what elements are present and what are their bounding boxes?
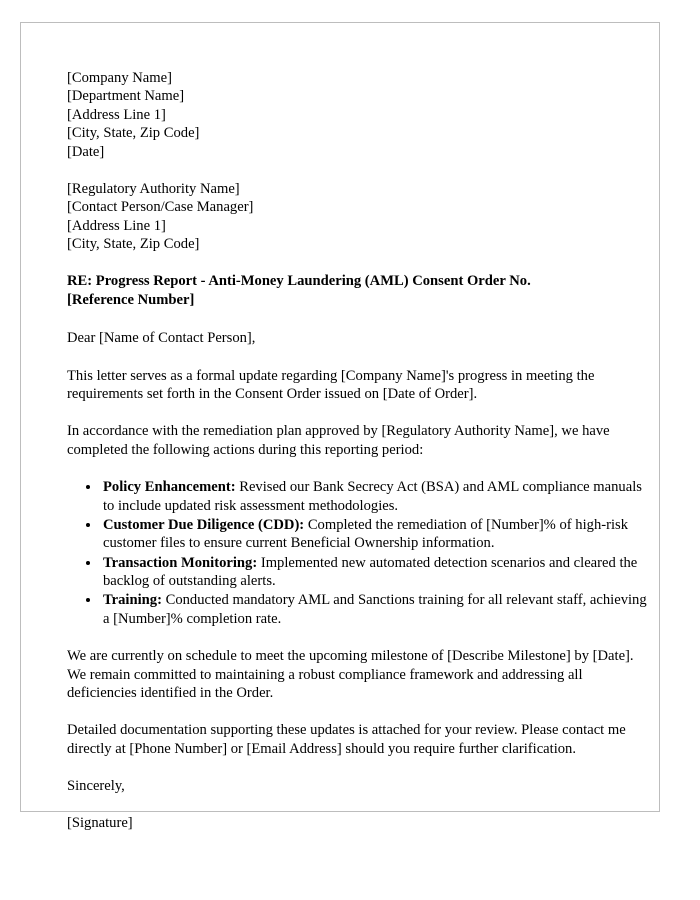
action-text-transaction-monitoring: Implemented new automated detection scenarios and cleared the backlog of outstanding alerts. (103, 554, 638, 590)
sender-line-city-state-zip: [City, State, Zip Code] (67, 125, 200, 142)
action-text-policy-enhancement: Revised our Bank Secrecy Act (BSA) and AML compliance manuals to include updated risk assessment methodologies. (103, 479, 642, 514)
sender-line-company: [Company Name] (67, 70, 172, 86)
recipient-line-contact-person: [Contact Person/Case Manager] (67, 199, 254, 216)
action-text-training: Conducted mandatory AML and Sanctions training for all relevant staff, achieving a [Number]% completion rate. (103, 592, 647, 627)
recipient-line-address: [Address Line 1] (67, 217, 166, 234)
action-label-transaction-monitoring: Transaction Monitoring: (103, 554, 258, 571)
list-item (101, 591, 649, 628)
closing: Sincerely, (67, 778, 125, 795)
subject-block (67, 272, 649, 310)
salutation: Dear [Name of Contact Person], (67, 330, 256, 347)
recipient-line-city-state-zip: [City, State, Zip Code] (67, 236, 200, 252)
paragraph-purpose: This letter serves as a formal update regarding [Company Name]'s progress in meeting the requirements set forth in the Consent Order issued on [Date of Order]. (67, 367, 595, 403)
sender-line-department: [Department Name] (67, 88, 185, 105)
recipient-address-block (67, 180, 649, 254)
subject-line-reference: [Reference Number] (67, 292, 195, 309)
action-label-policy-enhancement: Policy Enhancement: (103, 479, 236, 496)
completed-actions-list (67, 478, 649, 628)
action-label-customer-due-diligence: Customer Due Diligence (CDD): (103, 516, 305, 533)
action-label-training: Training: (103, 592, 162, 609)
paragraph-remediation-intro: In accordance with the remediation plan approved by [Regulatory Authority Name], we have completed the following actions during this reporting period: (67, 423, 610, 458)
sender-line-address: [Address Line 1] (67, 106, 166, 123)
sender-line-date: [Date] (67, 143, 105, 160)
sender-address-block (67, 69, 649, 161)
paragraph-documentation: Detailed documentation supporting these updates is attached for your review. Please contact me directly at [Phone Number] or [Email Address] should you require further clarification. (67, 722, 626, 757)
letter-sheet (20, 22, 660, 832)
subject-line-primary: RE: Progress Report - Anti-Money Laundering (AML) Consent Order No. (67, 273, 531, 290)
list-item (101, 516, 649, 553)
signature-placeholder: [Signature] (67, 815, 133, 832)
list-item (101, 478, 649, 515)
paragraph-milestone: We are currently on schedule to meet the upcoming milestone of [Describe Milestone] by [Date]. We remain committed to maintaining a robust compliance framework and addressing all deficiencies identified in the Order. (67, 648, 634, 701)
letter-body (67, 69, 649, 852)
list-item (101, 554, 649, 591)
action-text-customer-due-diligence: Completed the remediation of [Number]% of high-risk customer files to ensure current Beneficial Ownership information. (103, 516, 628, 552)
recipient-line-authority: [Regulatory Authority Name] (67, 180, 240, 197)
